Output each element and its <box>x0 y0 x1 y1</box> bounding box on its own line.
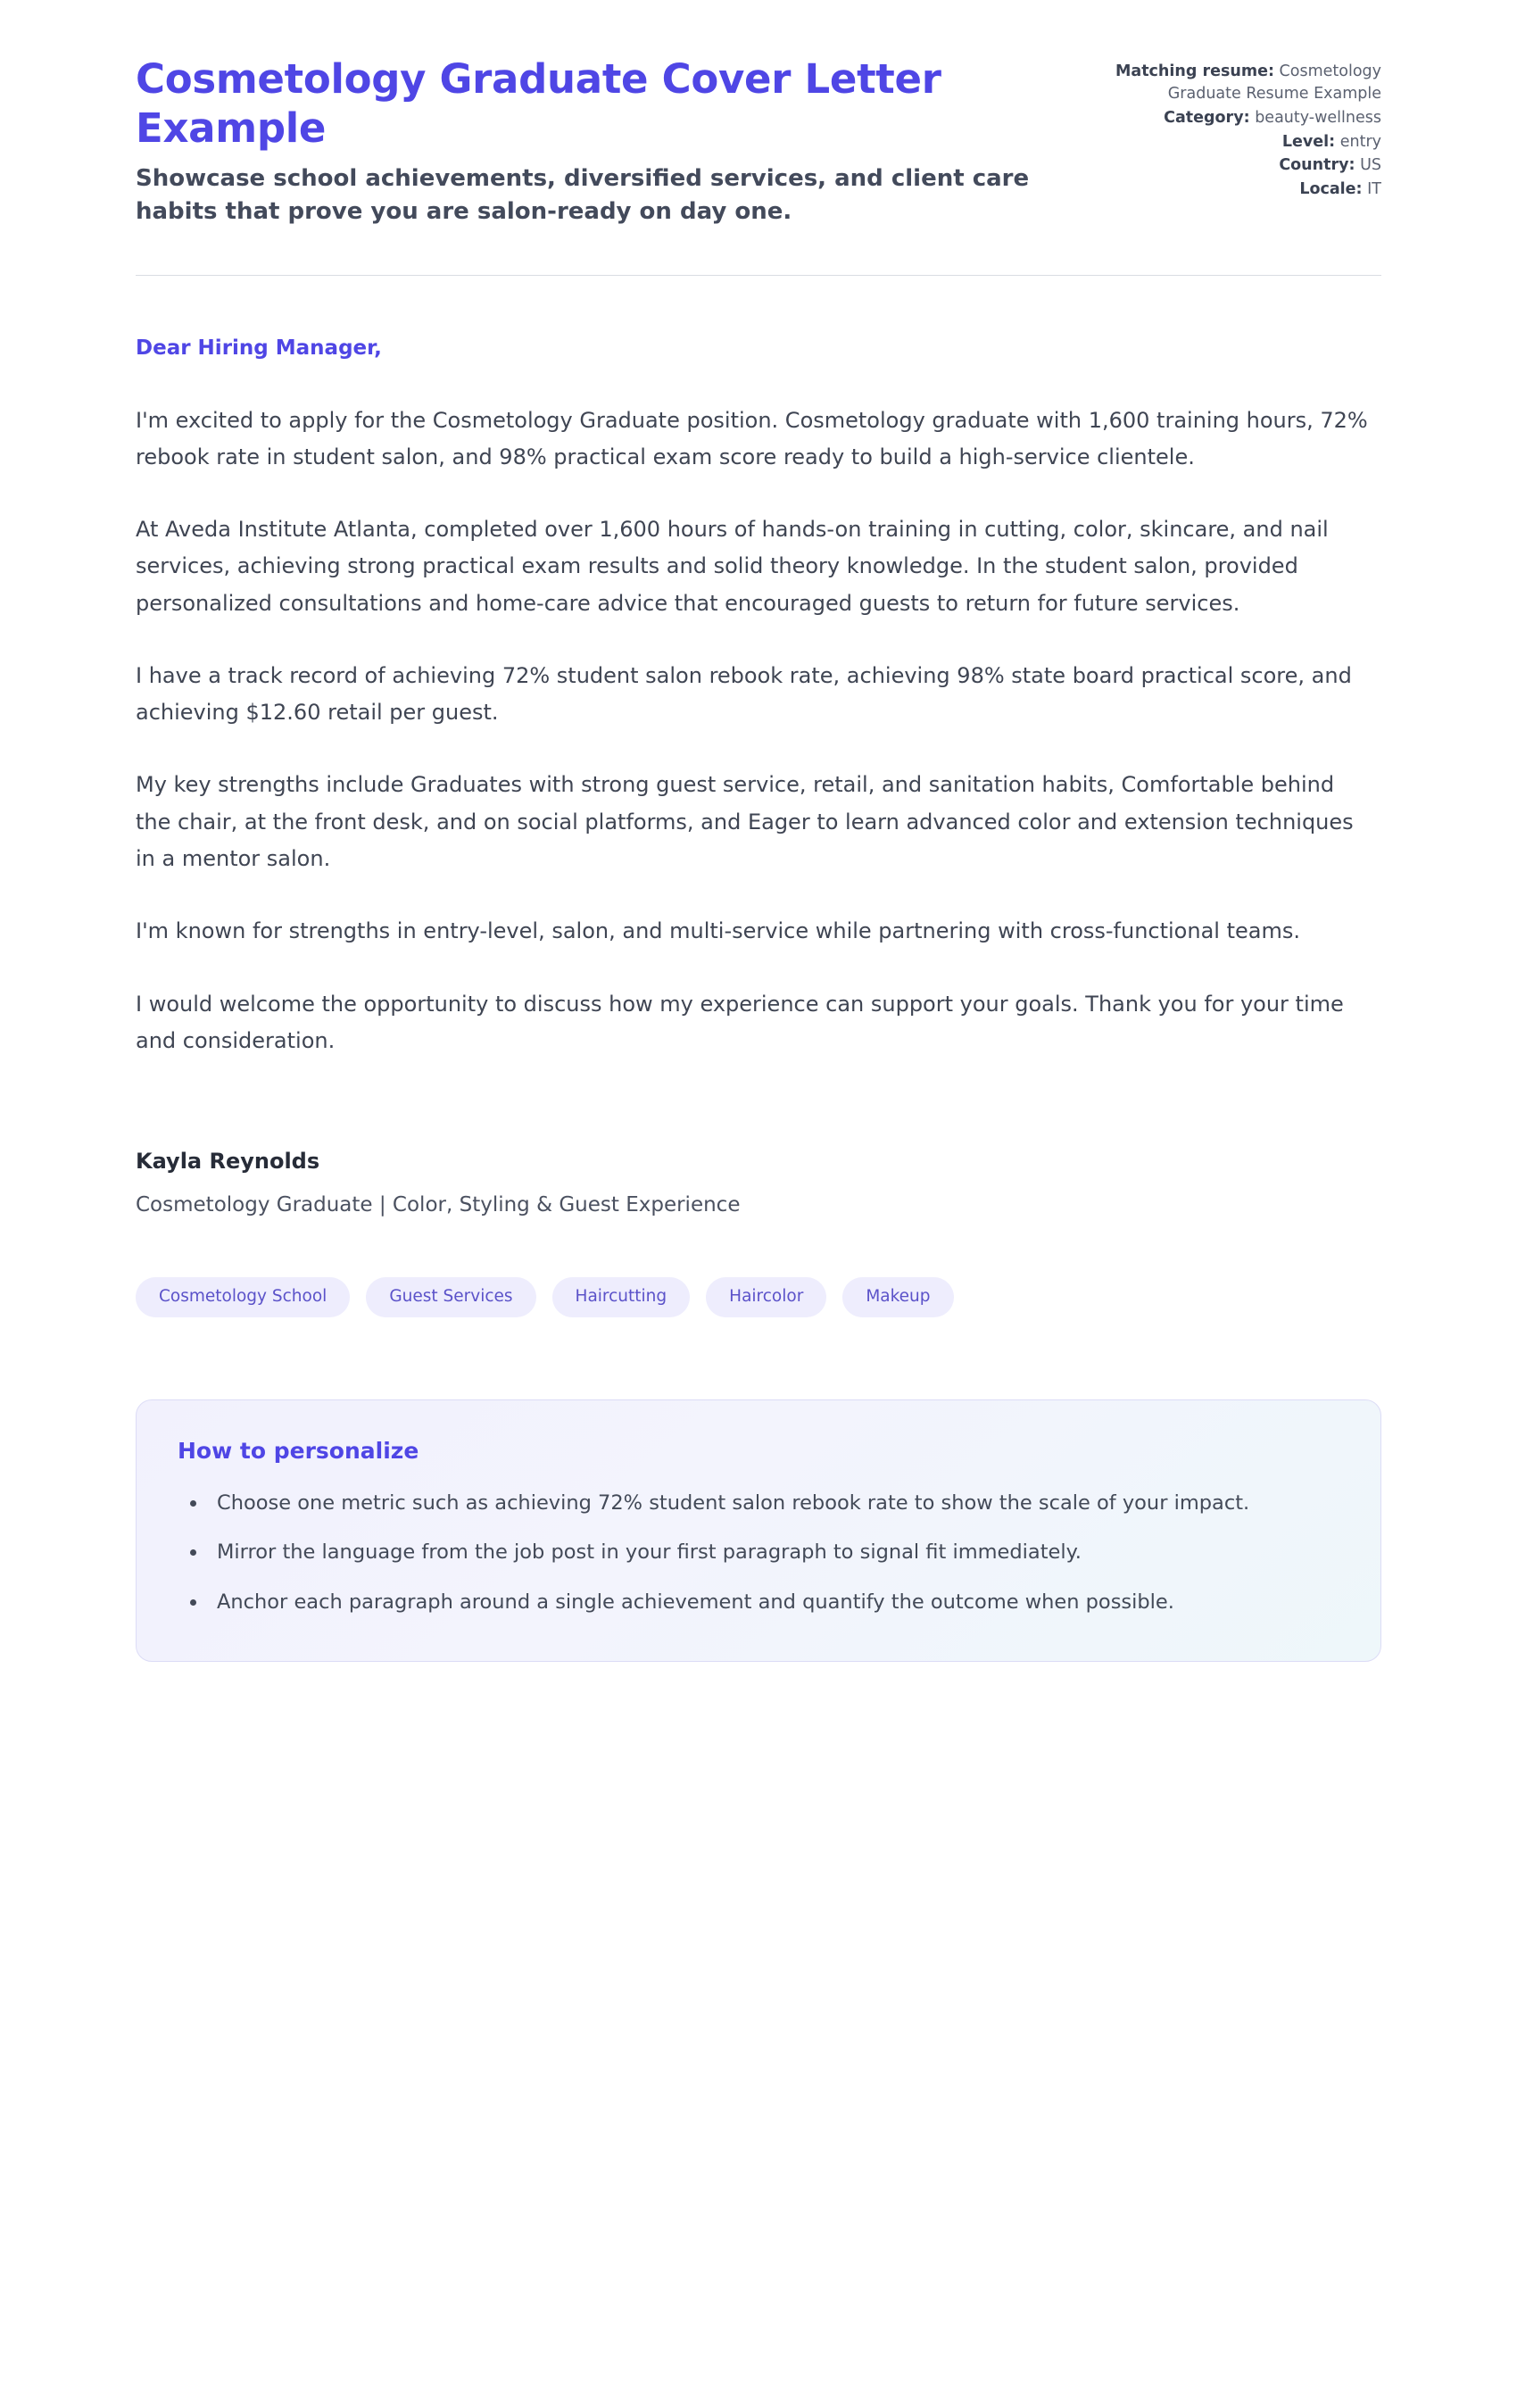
letter-paragraph: I'm known for strengths in entry-level, salon, and multi-service while partnering with cross-functional teams. <box>136 918 1300 944</box>
meta-matching-resume-label: Matching resume: <box>1115 62 1274 80</box>
callout-title: How to personalize <box>178 1437 419 1464</box>
meta-country <box>1114 154 1381 177</box>
document-metadata <box>1114 55 1381 203</box>
header-divider <box>136 275 1381 276</box>
page-subtitle: Showcase school achievements, diversified services, and client care habits that prove you are salon-ready on day one. <box>136 164 1030 225</box>
skill-tag[interactable]: Haircolor <box>706 1277 826 1317</box>
letter-paragraph: At Aveda Institute Atlanta, completed over 1,600 hours of hands-on training in cutting, color, skincare, and nail services, achieving strong practical exam results and solid theory knowledge. In the student salon, provided personalized consultations and home-care advice that encouraged guests to return for future services. <box>136 517 1329 616</box>
skill-tag[interactable]: Haircutting <box>552 1277 691 1317</box>
callout-list-item: • Anchor each paragraph around a single achievement and quantify the outcome when possible. <box>208 1586 1339 1620</box>
page-title: Cosmetology Graduate Cover Letter Example <box>136 55 941 152</box>
skill-tag[interactable]: Makeup <box>842 1277 953 1317</box>
meta-country-label: Country: <box>1279 156 1355 175</box>
meta-category-value: beauty-wellness <box>1255 108 1381 127</box>
meta-country-value: US <box>1360 156 1381 175</box>
letter-salutation: Dear Hiring Manager, <box>136 336 382 360</box>
skill-tag-list <box>136 1277 1381 1317</box>
skill-tag[interactable]: Guest Services <box>366 1277 535 1317</box>
page-bottom-spacer <box>136 1662 1381 1823</box>
meta-level-label: Level: <box>1281 132 1336 151</box>
meta-level <box>1114 131 1381 154</box>
document-header <box>136 55 1381 228</box>
signature-name: Kayla Reynolds <box>136 1149 320 1175</box>
meta-locale-label: Locale: <box>1299 180 1363 199</box>
meta-category-label: Category: <box>1164 108 1250 127</box>
meta-locale <box>1114 179 1381 201</box>
letter-paragraph: I have a track record of achieving 72% student salon rebook rate, achieving 98% state board practical score, and achieving $12.60 retail per guest. <box>136 662 1352 726</box>
meta-locale-value: IT <box>1367 180 1381 199</box>
skill-tag[interactable]: Cosmetology School <box>136 1277 350 1317</box>
callout-list-item: • Choose one metric such as achieving 72% student salon rebook rate to show the scale of your impact. <box>208 1487 1339 1521</box>
letter-paragraph: I would welcome the opportunity to discuss how my experience can support your goals. Thank you for your time and consideration. <box>136 991 1344 1053</box>
personalize-callout <box>136 1399 1381 1662</box>
callout-list-item: • Mirror the language from the job post in your first paragraph to signal fit immediately. <box>208 1536 1339 1570</box>
meta-level-value: entry <box>1339 132 1381 151</box>
meta-matching-resume-value: Cosmetology Graduate Resume Example <box>1167 62 1381 103</box>
meta-matching-resume <box>1114 61 1381 105</box>
signature-role: Cosmetology Graduate | Color, Styling & Guest Experience <box>136 1193 741 1217</box>
letter-paragraph: My key strengths include Graduates with strong guest service, retail, and sanitation habits, Comfortable behind the chair, at the front desk, and on social platforms, and Eager to learn advanced color and extension techniques in a mentor salon. <box>136 772 1354 871</box>
callout-list <box>178 1487 1339 1620</box>
header-text-block <box>136 55 1055 228</box>
letter-paragraph: I'm excited to apply for the Cosmetology Graduate position. Cosmetology graduate with 1,600 training hours, 72% rebook rate in student salon, and 98% practical exam score ready to build a high-service clientele. <box>136 407 1368 469</box>
cover-letter-body <box>136 336 1381 1216</box>
meta-category <box>1114 107 1381 129</box>
